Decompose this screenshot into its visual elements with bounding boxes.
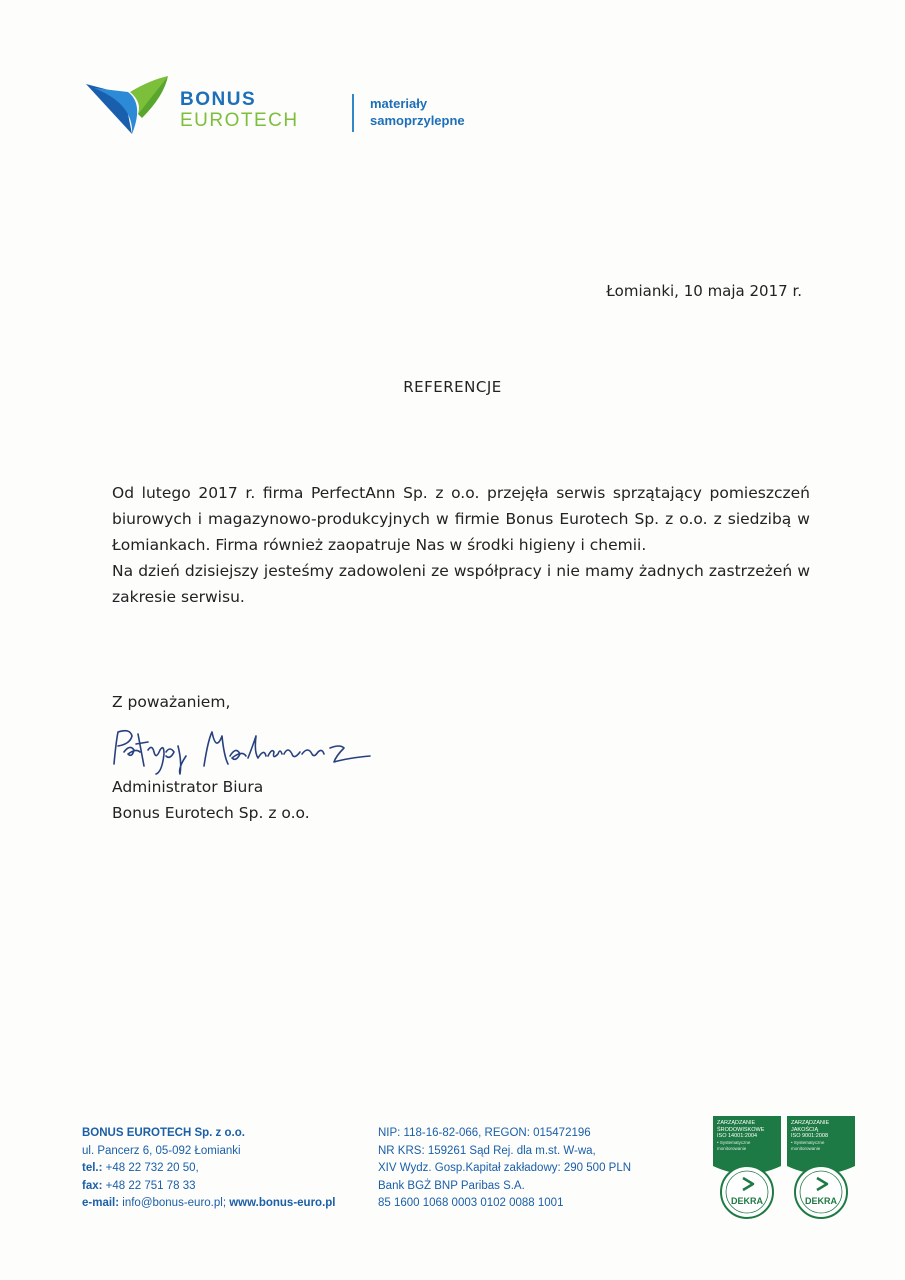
footer-email (82, 1195, 336, 1213)
footer-nip-regon: NIP: 118-16-82-066, REGON: 015472196 (378, 1127, 591, 1139)
certificate-iso9001 (787, 1116, 855, 1220)
brand-name (180, 90, 299, 130)
dekra-seal-icon (713, 1160, 781, 1220)
letter-title: REFERENCJE (403, 378, 502, 396)
cert-line3: ISO 14001:2004 (717, 1133, 758, 1139)
cert-line1: ZARZĄDZANIE (717, 1120, 756, 1126)
body-paragraph-2: Na dzień dzisiejszy jesteśmy zadowoleni ze współpracy i nie mamy żadnych zastrzeżeń w zakresie serwisu. (112, 562, 810, 606)
footer-fax (82, 1178, 336, 1196)
fax-value: +48 22 751 78 33 (105, 1179, 196, 1192)
cert-line3: ISO 9001:2008 (791, 1133, 829, 1139)
footer-tel (82, 1160, 336, 1178)
cert-note: • Systematyczne monitorowanie (717, 1139, 751, 1151)
brand-tagline (370, 95, 465, 129)
footer-address: ul. Pancerz 6, 05-092 Łomianki (82, 1144, 241, 1157)
footer-registration (378, 1125, 631, 1213)
certificate-header (713, 1116, 781, 1160)
footer-krs: NR KRS: 159261 Sąd Rej. dla m.st. W-wa, (378, 1144, 596, 1157)
dekra-seal-icon (787, 1160, 855, 1220)
body-paragraph-1: Od lutego 2017 r. firma PerfectAnn Sp. z o.o. przejęła serwis sprzątający pomieszczeń biurowych i magazynowo-produkcyjnych w firmie Bonus Eurotech Sp. z o.o. z siedzibą w Łomiankach. Firma również zaopatruje Nas w środki higieny i chemii. (112, 484, 810, 554)
fax-label: fax: (82, 1179, 103, 1192)
footer-bank: Bank BGŻ BNP Paribas S.A. (378, 1179, 525, 1192)
signatory-company: Bonus Eurotech Sp. z o.o. (112, 804, 310, 822)
cert-line1: ZARZĄDZANIE (791, 1120, 830, 1126)
email-value[interactable]: info@bonus-euro.pl; (122, 1197, 227, 1209)
tel-label: tel.: (82, 1162, 103, 1174)
cert-line2: ŚRODOWISKOWE (717, 1126, 765, 1133)
footer-account: 85 1600 1068 0003 0102 0088 1001 (378, 1197, 564, 1209)
footer-company: BONUS EUROTECH Sp. z o.o. (82, 1127, 245, 1139)
certificate-header (787, 1116, 855, 1160)
cert-note: • Systematyczne monitorowanie (791, 1139, 825, 1151)
letter-body (112, 480, 810, 610)
brand-divider (352, 94, 354, 132)
signatory-block (112, 774, 310, 826)
website-link[interactable]: www.bonus-euro.pl (229, 1197, 336, 1209)
tagline-line2: samoprzylepne (370, 113, 465, 128)
brand-line-eurotech: EUROTECH (180, 110, 299, 131)
letter-date: Łomianki, 10 maja 2017 r. (606, 282, 802, 300)
handwritten-signature (108, 722, 378, 778)
email-label: e-mail: (82, 1197, 120, 1209)
footer-capital: XIV Wydz. Gosp.Kapitał zakładowy: 290 500 PLN (378, 1162, 632, 1174)
tagline-line1: materiały (370, 96, 428, 111)
signatory-role: Administrator Biura (112, 778, 264, 796)
bonus-eurotech-logo-icon (84, 74, 170, 138)
cert-line2: JAKOŚCIĄ (791, 1126, 819, 1133)
footer-contact (82, 1125, 336, 1213)
brand-line-bonus: BONUS (180, 89, 257, 110)
letter-closing: Z poważaniem, (112, 693, 231, 711)
certificate-iso14001 (713, 1116, 781, 1220)
tel-value: +48 22 732 20 50, (105, 1162, 199, 1174)
cert-label: DEKRA (804, 1196, 837, 1206)
cert-label: DEKRA (730, 1196, 763, 1206)
